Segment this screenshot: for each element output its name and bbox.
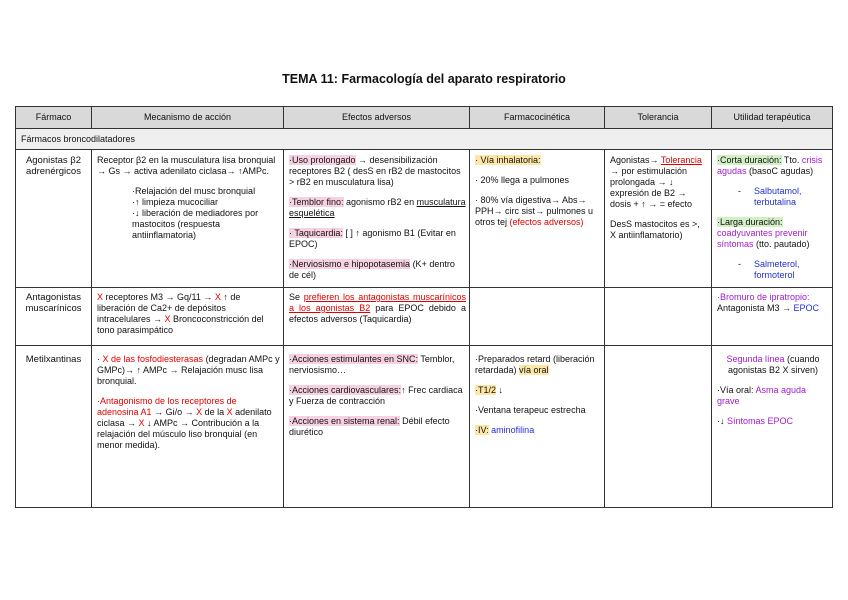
- list-item: [132, 197, 280, 208]
- page-title: TEMA 11: Farmacología del aparato respiratorio: [282, 72, 566, 86]
- highlighted-term: vía oral: [519, 365, 549, 375]
- adverse-effects-cell: [284, 150, 470, 288]
- pharmacokinetics-paragraph: [475, 195, 601, 228]
- purple-text: Asma aguda grave: [717, 385, 807, 406]
- plain-text: ·↓: [717, 416, 727, 426]
- pharmacokinetics-cell: [470, 150, 605, 288]
- red-underlined-text: prefieren los antagonistas muscarínicos a los agonistas B2: [289, 292, 466, 313]
- plain-text: ·Preparados retard (liberación retardada): [475, 354, 595, 375]
- red-text: X: [97, 292, 104, 302]
- header-pharmacokinetics: Farmacocinética: [470, 107, 605, 129]
- red-text: X de las fosfodiesterasas: [102, 354, 204, 364]
- plain-text: agonismo rB2 en: [343, 197, 417, 207]
- red-text: X: [196, 407, 203, 417]
- plain-text: adenilato ciclasa →: [97, 407, 272, 428]
- purple-text: Síntomas EPOC: [727, 416, 794, 426]
- drug-name: Antagonistas muscarínicos: [16, 288, 92, 346]
- mechanism-cell: [92, 150, 284, 288]
- plain-text: ·Ventana terapeuc estrecha: [475, 405, 586, 415]
- adverse-effects-cell: [284, 288, 470, 346]
- plain-text: ·Relajación del musc bronquial: [132, 186, 256, 196]
- blue-text: Salmeterol, formoterol: [754, 259, 800, 280]
- therapeutic-use-cell: [712, 346, 833, 508]
- plain-text: ·: [97, 354, 103, 364]
- therapeutic-paragraph: [717, 155, 829, 177]
- plain-text: (degradan AMPc y GMPc)→ ↑ AMPc → Relajación musc lisa bronquial.: [97, 354, 280, 386]
- plain-text: (K+ dentro de cél): [289, 259, 455, 280]
- header-row: [16, 107, 833, 129]
- plain-text: ·Vía oral:: [717, 385, 756, 395]
- plain-text: → Gi/o →: [151, 407, 197, 417]
- plain-text: [ ] ↑ agonismo B1 (Evitar en EPOC): [289, 228, 456, 249]
- drug-name: Metilxantinas: [16, 346, 92, 508]
- mechanism-cell: [92, 346, 284, 508]
- plain-text: (cuando agonistas B2 X sirven): [727, 354, 820, 375]
- adverse-paragraph: [289, 228, 466, 250]
- pharmacology-table: [15, 106, 833, 508]
- plain-text: para EPOC debido a efectos adversos (Taquicardia): [289, 303, 466, 324]
- plain-text: · 80% vía digestiva→ Abs→ PPH→ circ sist→ pulmones u otros tej: [475, 195, 594, 227]
- purple-text: ·Bromuro de ipratropio:: [717, 292, 810, 302]
- mechanism-paragraph: [97, 292, 280, 336]
- blue-text: EPOC: [793, 303, 820, 313]
- highlighted-term: ·T1/2: [475, 385, 497, 395]
- highlighted-term: ·Uso prolongado: [289, 155, 356, 165]
- highlighted-term: ·Nerviosismo e hipopotasemia: [289, 259, 411, 269]
- plain-text: ↓: [496, 385, 504, 395]
- adverse-paragraph: [289, 354, 466, 376]
- red-text: X: [138, 418, 145, 428]
- highlighted-term: ·IV:: [475, 425, 489, 435]
- dash-bullet: -: [738, 186, 741, 196]
- adverse-paragraph: [289, 385, 466, 407]
- plain-text: → desensibilización receptores B2 ( desS en rB2 de mastocitos > rB2 en musculatura lisa): [289, 155, 461, 187]
- therapeutic-paragraph: [717, 416, 829, 427]
- section-title: Fármacos broncodilatadores: [16, 129, 833, 150]
- mechanism-paragraph: [97, 354, 280, 387]
- tolerance-paragraph: [610, 155, 708, 210]
- tolerance-cell: [605, 346, 712, 508]
- mechanism-paragraph: [97, 396, 280, 451]
- red-text: X: [164, 314, 171, 324]
- blue-text: Salbutamol, terbutalina: [754, 186, 802, 207]
- adverse-paragraph: [289, 155, 466, 188]
- pharmacokinetics-paragraph: [475, 405, 601, 416]
- plain-text: Agonistas→: [610, 155, 661, 165]
- adverse-paragraph: [289, 292, 466, 325]
- tolerance-cell: [605, 288, 712, 346]
- drug-name: Agonistas β2 adrenérgicos: [16, 150, 92, 288]
- highlighted-term: ·Acciones cardiovasculares:: [289, 385, 402, 395]
- therapeutic-use-cell: [712, 288, 833, 346]
- plain-text: Débil efecto diurético: [289, 416, 450, 437]
- plain-text: de la: [202, 407, 227, 417]
- plain-text: Receptor β2 en la musculatura lisa bronquial → Gs → activa adenilato ciclasa→ ↑AMPc.: [97, 155, 276, 176]
- pharmacokinetics-cell: [470, 346, 605, 508]
- header-adverse-effects: Efectos adversos: [284, 107, 470, 129]
- highlighted-term: ·Temblor fino:: [289, 197, 344, 207]
- underlined-text: musculatura esquelética: [289, 197, 466, 218]
- red-text: (efectos adversos): [509, 217, 584, 227]
- highlighted-term: ·Corta duración:: [717, 155, 782, 165]
- table-row: [16, 288, 833, 346]
- adverse-paragraph: [289, 259, 466, 281]
- header-therapeutic-use: Utilidad terapéutica: [712, 107, 833, 129]
- therapeutic-use-cell: [712, 150, 833, 288]
- therapeutic-paragraph: [717, 385, 829, 407]
- pharmacokinetics-paragraph: [475, 425, 601, 436]
- highlighted-term: ·Acciones estimulantes en SNC:: [289, 354, 419, 364]
- plain-text: → por estimulación prolongada → ↓ expresión de B2 → dosis + ↑ → = efecto: [610, 166, 693, 209]
- drug-example-item: [717, 259, 829, 281]
- plain-text: Se: [289, 292, 304, 302]
- plain-text: ↓ AMPc → Contribución a la relajación del músculo liso bronquial (en menor medida).: [97, 418, 260, 450]
- purple-text: crisis agudas: [717, 155, 823, 176]
- dash-bullet: -: [738, 259, 741, 269]
- blue-text: aminofilina: [488, 425, 535, 435]
- mechanism-paragraph: [97, 155, 280, 177]
- plain-text: ↑ de liberación de Ca2+ de depósitos intracelulares →: [97, 292, 241, 324]
- list-item: [132, 186, 280, 197]
- drug-example-item: [717, 186, 829, 208]
- pharmacokinetics-paragraph: [475, 354, 601, 376]
- header-drug: Fármaco: [16, 107, 92, 129]
- red-text: X: [226, 407, 233, 417]
- list-item: [132, 208, 280, 241]
- adverse-paragraph: [289, 197, 466, 219]
- red-text: X: [214, 292, 221, 302]
- plain-text: (basoC agudas): [746, 166, 814, 176]
- purple-text: coadyuvantes prevenir síntomas: [717, 228, 808, 249]
- adverse-paragraph: [289, 416, 466, 438]
- table-row: [16, 150, 833, 288]
- plain-text: Antagonista M3 →: [717, 303, 794, 313]
- table-row: [16, 346, 833, 508]
- plain-text: ·↑ limpieza mucociliar: [132, 197, 219, 207]
- mechanism-cell: [92, 288, 284, 346]
- header-mechanism: Mecanismo de acción: [92, 107, 284, 129]
- plain-text: Tto.: [781, 155, 802, 165]
- highlighted-term: · Taquicardia:: [289, 228, 343, 238]
- highlighted-term: ·Larga duración:: [717, 217, 783, 227]
- tolerance-paragraph: [610, 219, 708, 241]
- plain-text: ↑ Frec cardiaca y Fuerza de contracción: [289, 385, 463, 406]
- plain-text: Broncoconstricción del tono parasimpático: [97, 314, 264, 335]
- highlighted-term: · Vía inhalatoria:: [475, 155, 541, 165]
- plain-text: ·↓ liberación de mediadores por mastocitos (respuesta antiinflamatoria): [132, 208, 259, 240]
- pharmacokinetics-cell: [470, 288, 605, 346]
- plain-text: receptores M3 → Gq/11 →: [103, 292, 215, 302]
- pharmacokinetics-paragraph: [475, 385, 601, 396]
- plain-text: · 20% llega a pulmones: [475, 175, 570, 185]
- section-row: [16, 129, 833, 150]
- tolerance-cell: [605, 150, 712, 288]
- purple-text: Segunda línea: [726, 354, 785, 364]
- red-text: ·Antagonismo de los receptores de adenosina A1: [97, 396, 237, 417]
- red-underlined-text: Tolerancia: [660, 155, 702, 165]
- pharmacokinetics-paragraph: [475, 155, 601, 166]
- plain-text: DesS mastocitos es >, X antiinflamatorio): [610, 219, 700, 240]
- highlighted-term: ·Acciones en sistema renal:: [289, 416, 400, 426]
- mechanism-effects-list: [97, 186, 280, 241]
- therapeutic-paragraph: [717, 292, 829, 314]
- pharmacokinetics-paragraph: [475, 175, 601, 186]
- therapeutic-paragraph: [717, 354, 829, 376]
- header-tolerance: Tolerancia: [605, 107, 712, 129]
- plain-text: Temblor, nerviosismo…: [289, 354, 455, 375]
- therapeutic-paragraph: [717, 217, 829, 250]
- plain-text: (tto. pautado): [753, 239, 810, 249]
- adverse-effects-cell: [284, 346, 470, 508]
